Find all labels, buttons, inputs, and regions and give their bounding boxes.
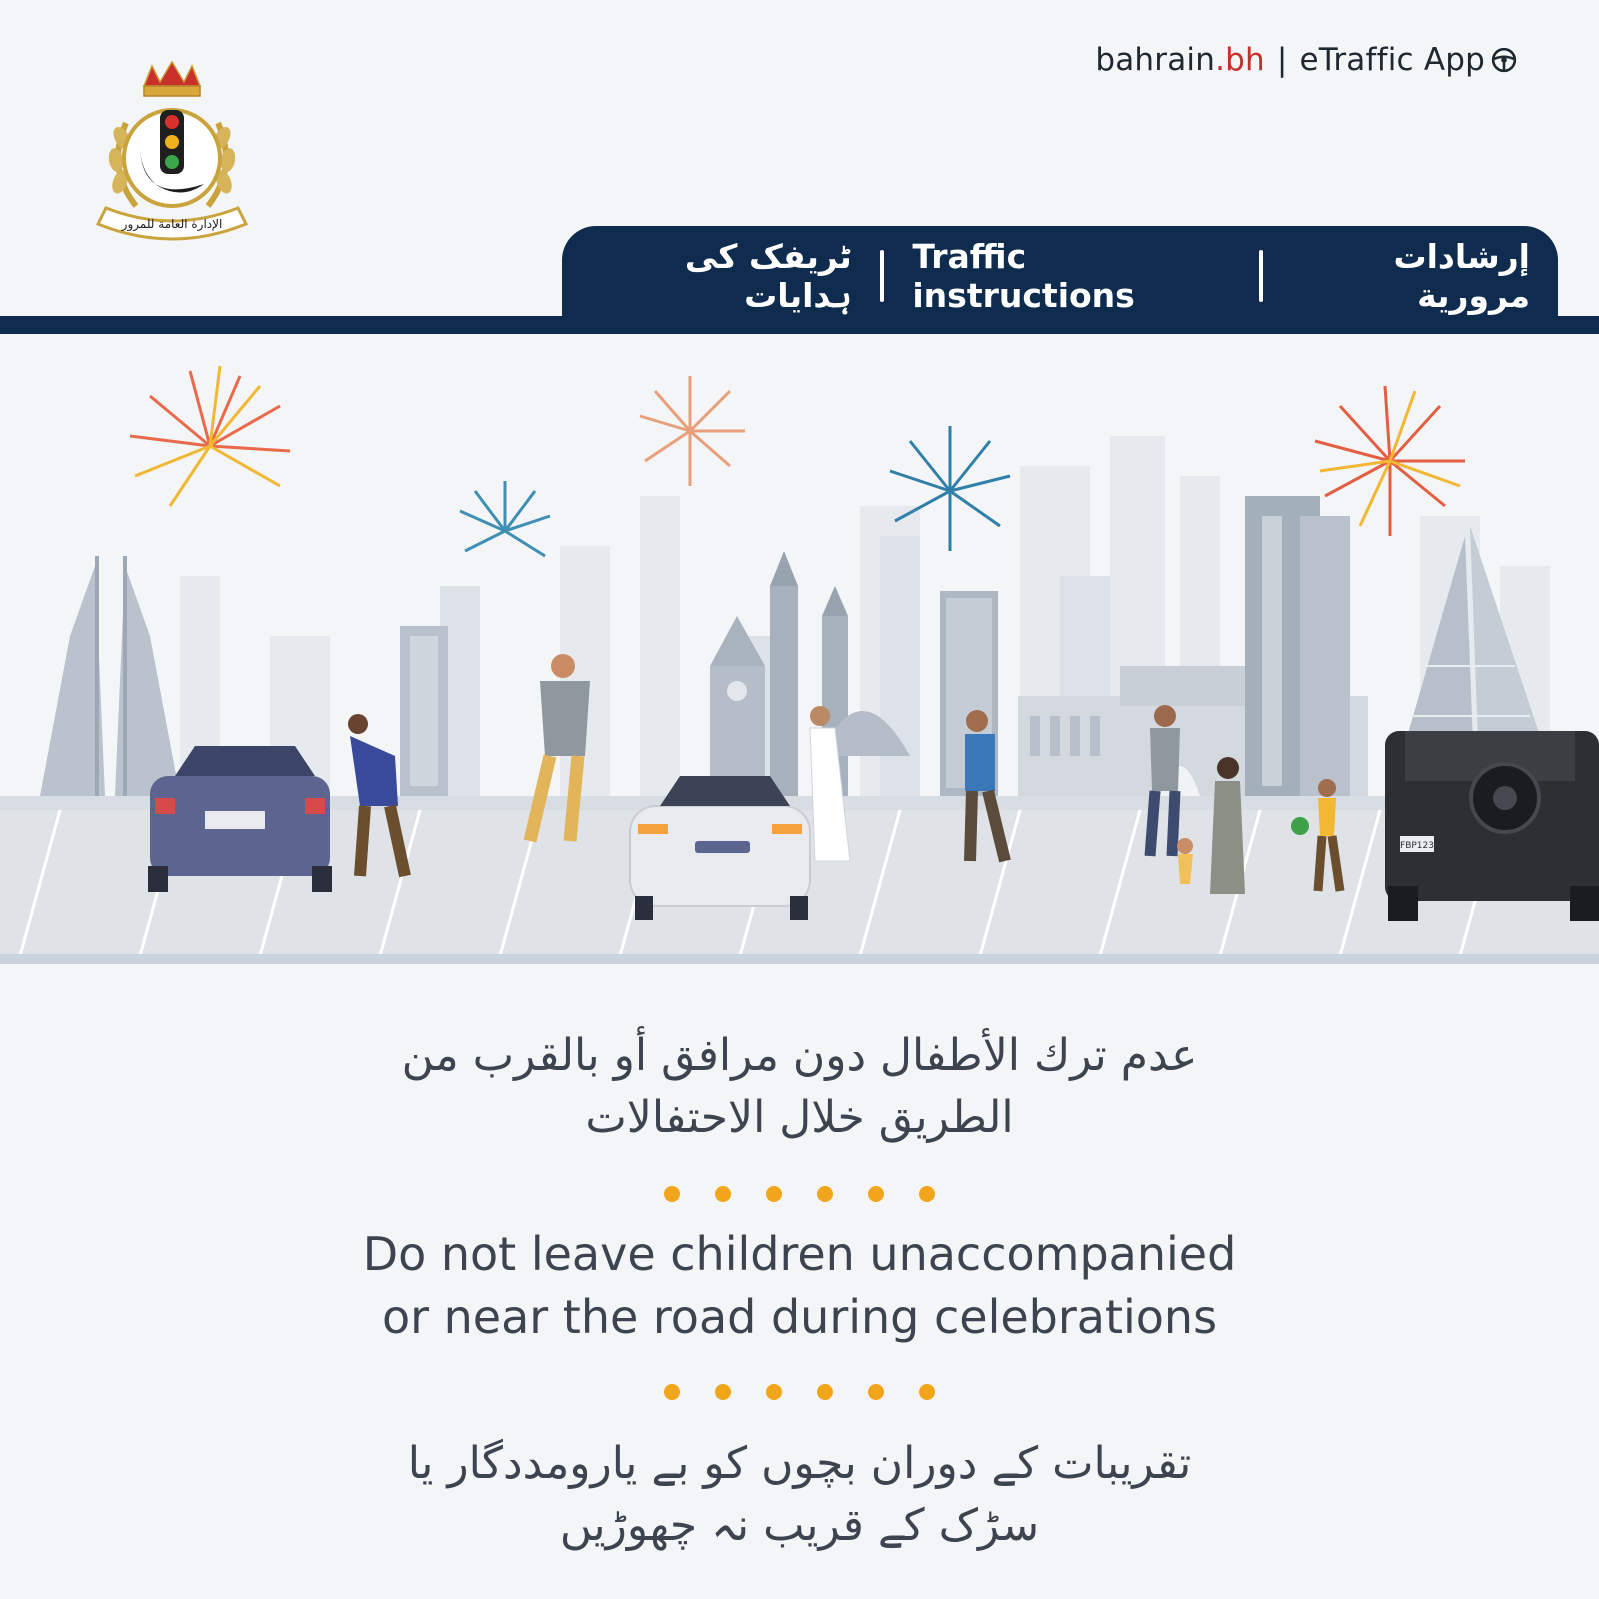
logo-caption: الإدارة العامة للمرور	[121, 217, 223, 231]
message-arabic-line-1: عدم ترك الأطفال دون مرافق أو بالقرب من	[401, 1030, 1198, 1081]
brand-site: bahrain.bh	[1095, 42, 1265, 78]
message-arabic-line-2: الطريق خلال الاحتفالات	[585, 1092, 1014, 1143]
header-rule	[0, 316, 1599, 334]
tab-english: Traffic instructions	[912, 237, 1135, 315]
category-banner	[562, 226, 1558, 326]
dot-separator	[0, 1384, 1599, 1400]
message-urdu-line-1: تقریبات کے دوران بچوں کو بے یارومددگار یا	[407, 1438, 1192, 1489]
message-english	[0, 1223, 1599, 1349]
blue-car-icon	[148, 746, 332, 892]
brand-separator: |	[1276, 42, 1288, 78]
message-arabic	[0, 1025, 1599, 1149]
steering-wheel-icon	[1491, 47, 1517, 73]
tab-urdu: ٹریفک کی ہدایات	[684, 237, 852, 315]
message-english-line-2: or near the road during celebrations	[381, 1290, 1218, 1344]
celebration-street-illustration	[0, 336, 1599, 986]
brand-site-suffix: .bh	[1215, 42, 1265, 78]
dot-separator	[0, 1186, 1599, 1202]
brand-app: eTraffic App	[1299, 42, 1485, 78]
message-english-line-1: Do not leave children unaccompanied	[362, 1227, 1237, 1281]
message-urdu-line-2: سڑک کے قریب نہ چھوڑیں	[559, 1500, 1040, 1551]
brand-line	[1095, 42, 1517, 78]
traffic-directorate-logo	[92, 58, 252, 248]
jeep-license-plate: FBP123	[1400, 841, 1434, 851]
black-jeep-icon	[1385, 731, 1599, 921]
tab-arabic: إرشادات مرورية	[1393, 237, 1530, 315]
message-urdu	[0, 1433, 1599, 1557]
traffic-emblem-icon	[92, 58, 252, 248]
